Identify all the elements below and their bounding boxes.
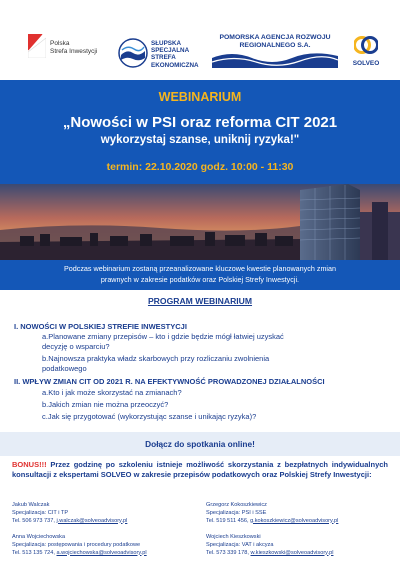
contact-card: [206, 534, 333, 557]
city-skyline-photo: [0, 184, 400, 260]
contact-card: [12, 534, 147, 557]
sse-line2: SPECJALNA: [151, 47, 190, 55]
sse-logo: [118, 38, 210, 70]
psi-logo-line2: Strefa Inwestycji: [50, 48, 98, 55]
intro-line1: Podczas webinarium zostaną przeanalizowane kluczowe kwestie planowanych zmian: [63, 264, 337, 273]
contact-name: Anna Wojciechowska: [12, 534, 66, 540]
solveo-circles-icon: [354, 34, 378, 56]
contact-email-link[interactable]: g.kokoszkiewicz@solveoadvisory.pl: [250, 517, 339, 524]
psi-logo-text: [50, 40, 97, 56]
sse-logo-text: [151, 40, 199, 69]
contact-phone-number: Tel. 506 973 737,: [12, 517, 57, 524]
solveo-logo: [342, 34, 390, 70]
program-item-2c: c.Jak się przygotować (wykorzystując szanse i unikając ryzyka)?: [42, 412, 257, 421]
intro-text: [20, 264, 380, 285]
contact-phone-number: Tel. 519 511 456,: [206, 517, 251, 524]
contact-phone-number: Tel. 513 135 724,: [12, 549, 57, 556]
program-item-1a-line2: decyzję o wsparciu?: [42, 342, 110, 351]
contact-specialization: Specjalizacja: VAT i akcyza: [206, 541, 274, 548]
para-line1: POMORSKA AGENCJA ROZWOJU: [219, 34, 331, 41]
para-wave-icon: [212, 50, 338, 68]
psi-logo: [28, 34, 108, 64]
join-band: [0, 432, 400, 456]
contact-phone: [206, 518, 338, 526]
program-item-1b-line2: podatkowego: [42, 364, 87, 373]
program-item-1a-line1: a.Planowane zmiany przepisów – kto i gdzie będzie mógł łatwiej uzyskać: [42, 332, 284, 341]
solveo-logo-text: SOLVEO: [352, 60, 380, 67]
sse-line1: SŁUPSKA: [151, 40, 182, 47]
contact-specialization: Specjalizacja: postępowania i procedury podatkowe: [12, 541, 141, 548]
contact-email-link[interactable]: a.wojciechowska@solveoadvisory.pl: [56, 549, 147, 556]
webinar-label: WEBINARIUM: [158, 90, 242, 104]
join-online-text: Dołącz do spotkania online!: [145, 439, 255, 449]
bonus-label: BONUS!!!: [12, 460, 47, 469]
contact-phone: [12, 518, 127, 526]
date-line: termin: 22.10.2020 godz. 10:00 - 11:30: [106, 161, 294, 173]
psi-flag-icon: [28, 34, 46, 58]
contact-name: Wojciech Kieszkowski: [206, 534, 261, 540]
program-section-2: II. WPŁYW ZMIAN CIT OD 2021 R. NA EFEKTYWNOŚĆ PROWADZONEJ DZIAŁALNOŚCI: [14, 377, 325, 386]
program-title: PROGRAM WEBINARIUM: [147, 296, 253, 306]
program-item-2b: b.Jakich zmian nie można przeoczyć?: [42, 400, 169, 409]
title-line1: „Nowości w PSI oraz reforma CIT 2021: [62, 114, 338, 131]
contact-phone: [206, 550, 333, 558]
title-line2: wykorzystaj szanse, uniknij ryzyka!": [100, 134, 300, 146]
sse-line3: STREFA: [151, 54, 176, 62]
contact-name: Grzegorz Kokoszkiewicz: [206, 502, 267, 508]
bonus-paragraph: [12, 460, 388, 480]
skyline-image: [0, 184, 400, 260]
contact-specialization: Specjalizacja: PSI i SSE: [206, 509, 267, 516]
contact-email-link[interactable]: j.walczak@solveoadvisory.pl: [56, 517, 128, 524]
para-logo-text: [212, 34, 338, 49]
contact-specialization: Specjalizacja: CIT i TP: [12, 509, 69, 516]
psi-logo-line1: Polska: [50, 40, 70, 47]
contact-card: [206, 502, 338, 525]
contact-card: [12, 502, 127, 525]
para-logo: [212, 34, 338, 70]
contact-name: Jakub Walczak: [12, 502, 50, 508]
intro-line2: prawnych w zakresie podatków oraz Polskiej Strefy Inwestycji.: [100, 274, 300, 284]
sse-line4: EKONOMICZNA: [151, 61, 199, 69]
contact-phone-number: Tel. 573 339 178,: [206, 549, 251, 556]
bonus-text: Przez godzinę po szkoleniu istnieje możliwość skorzystania z bezpłatnych indywidualnych konsultacji z ekspertami SOLVEO w zakresie przepisów podatkowych oraz Polskiej Strefy Inwestycji:: [12, 460, 388, 479]
contact-phone: [12, 550, 147, 558]
sse-wave-icon: [118, 38, 148, 68]
logo-strip: [0, 0, 400, 80]
hero-banner: [0, 80, 400, 184]
intro-band: [0, 260, 400, 290]
program-item-1b-line1: b.Najnowsza praktyka władz skarbowych przy rozliczaniu zwolnienia: [42, 354, 270, 363]
contact-email-link[interactable]: w.kieszkowski@solveoadvisory.pl: [250, 549, 334, 556]
para-line2: REGIONALNEGO S.A.: [239, 41, 311, 49]
program-item-2a: a.Kto i jak może skorzystać na zmianach?: [42, 388, 182, 397]
program-section-1: I. NOWOŚCI W POLSKIEJ STREFIE INWESTYCJI: [14, 322, 187, 331]
